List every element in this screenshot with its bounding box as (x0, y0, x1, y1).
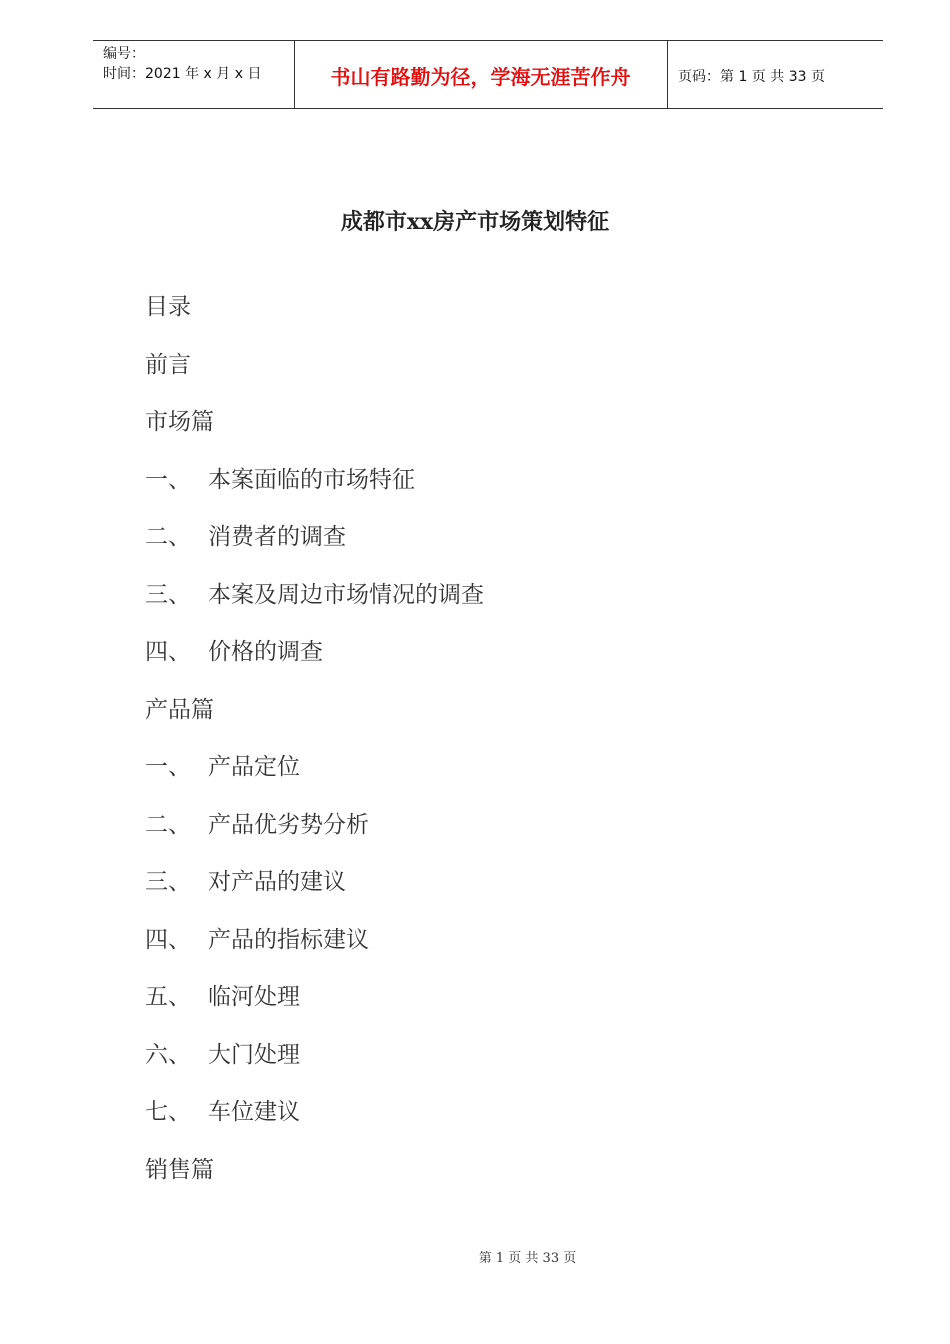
toc-item (145, 752, 484, 810)
toc-item (145, 350, 484, 408)
toc-item-number: 五、 (145, 984, 191, 1010)
toc-item-number: 三、 (145, 581, 191, 608)
toc-item (145, 982, 484, 1040)
toc-item-label: 价格的调查 (208, 639, 323, 665)
toc-item (145, 695, 484, 753)
document-title: 成都市xx房产市场策划特征 (340, 209, 610, 235)
toc-item-number: 二、 (145, 524, 191, 550)
header-motto-cell (294, 41, 668, 108)
toc-item (145, 465, 484, 523)
toc-item-label: 本案及周边市场情况的调查 (208, 581, 484, 608)
toc-item-label: 临河处理 (208, 984, 300, 1010)
toc-item-number: 四、 (145, 639, 191, 665)
toc-item (145, 637, 484, 695)
toc-item-number: 一、 (145, 466, 191, 493)
toc-item-number: 六、 (145, 1041, 191, 1068)
toc-item (145, 1097, 484, 1155)
page-footer: 第 1 页 共 33 页 (478, 1251, 577, 1266)
header-page-cell (668, 41, 883, 108)
toc-item-label: 销售篇 (145, 1156, 214, 1183)
toc-item (145, 522, 484, 580)
time-label: 时间：2021 年 x 月 x 日 (103, 66, 262, 82)
toc-item-number: 四、 (145, 926, 191, 953)
toc-item-number: 一、 (145, 754, 191, 780)
toc-item-label: 前言 (145, 351, 191, 378)
toc-item-number: 二、 (145, 811, 191, 838)
toc-item (145, 407, 484, 465)
toc-item-label: 产品的指标建议 (208, 926, 369, 953)
toc-item-label: 市场篇 (145, 409, 214, 435)
toc-item-label: 消费者的调查 (208, 524, 346, 550)
motto-text: 书山有路勤为径，学海无涯苦作舟 (330, 65, 631, 89)
toc-item (145, 867, 484, 925)
page-header (93, 40, 883, 109)
toc-item-label: 大门处理 (208, 1041, 300, 1068)
toc-item (145, 810, 484, 868)
toc-item-label: 对产品的建议 (208, 869, 346, 895)
toc-item (145, 925, 484, 983)
toc-item-label: 产品优劣势分析 (208, 811, 369, 838)
toc-item-number: 三、 (145, 869, 191, 895)
table-of-contents (145, 292, 484, 1212)
toc-item (145, 1040, 484, 1098)
toc-item-number: 七、 (145, 1099, 191, 1125)
toc-item-label: 产品篇 (145, 696, 214, 723)
page-info: 页码：第 1 页 共 33 页 (678, 69, 825, 85)
toc-item-label: 本案面临的市场特征 (208, 466, 415, 493)
toc-item-label: 车位建议 (208, 1099, 300, 1125)
header-meta-cell (93, 41, 295, 108)
toc-item (145, 1155, 484, 1213)
toc-item-label: 目录 (145, 294, 191, 320)
toc-item (145, 580, 484, 638)
code-label: 编号： (103, 46, 145, 62)
toc-item (145, 292, 484, 350)
toc-item-label: 产品定位 (208, 754, 300, 780)
